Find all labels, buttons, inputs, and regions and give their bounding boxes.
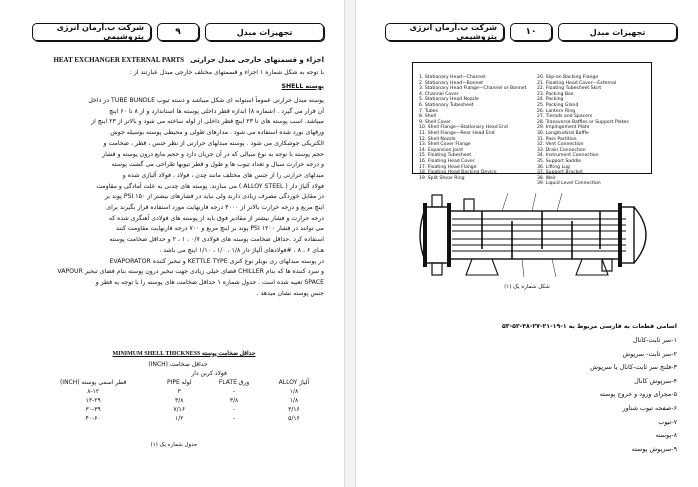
table-cell: ۱/۸ bbox=[289, 388, 299, 395]
right-page bbox=[357, 4, 692, 482]
legend-item: 11. Shell Flange—Rear Head End bbox=[419, 130, 495, 136]
table-header: لوله PIPE bbox=[166, 379, 192, 386]
body-line: مبدلهای حرارتی را از جنس های مختلف مانند چدن ، فولاد ، فولاد آلیاژی شده و bbox=[122, 171, 324, 179]
body-line: هـای ۶ ، ۸ ، #فولادهای آلیاژ دار ۱/۸ ، ۱/۰ ، ۱/۱۰ اینچ می باشد . bbox=[159, 246, 324, 254]
table-title: MINIMUM SHELL THICKNESS حداقل ضخامت پوسته bbox=[112, 351, 256, 357]
table-cell: ۳/۸ bbox=[175, 397, 184, 404]
body-line: آن قرار می گیرد . (شماره ۸) اندازه قطر داخلی پوسته ها استاندارد و از ۸ تا ۶۰ اینچ bbox=[109, 107, 324, 115]
left-page-header bbox=[32, 22, 324, 42]
table-subtitle: حداقل ضخامت (INCH) bbox=[148, 361, 208, 368]
legend-item: 14. Expansion Joint bbox=[419, 147, 464, 153]
legend-item: 18. Floating Head Backing Device bbox=[419, 170, 497, 176]
body-line: در پوسته مبدلهای ری بویلر نوع کتری KETTLE TYPE و تبخیر کننده EVAPORATOR bbox=[109, 257, 324, 265]
list-item: ۲-سر ثابت- سرپوش bbox=[622, 349, 677, 358]
table-cell: ۸-۱۲ bbox=[87, 388, 100, 395]
legend-item: 1. Stationary Head—Channel bbox=[419, 75, 486, 80]
list-item: ۷-تیوب bbox=[658, 417, 677, 426]
legend-item: 15. Floating Tubesheet bbox=[419, 153, 472, 159]
table-row bbox=[32, 396, 324, 405]
body-line: استفاده کرد .حداقل ضخامت پوسته های فولادی ۰/۷ ، ۱ ، ۲ و حداقل ضخامت پوسته bbox=[109, 236, 324, 244]
left-page bbox=[4, 4, 339, 482]
legend-item: 9. Shell Cover bbox=[419, 119, 451, 125]
legend-item: 7. Tubes bbox=[419, 108, 438, 114]
legend-item: 23. Packing Box bbox=[537, 91, 574, 97]
page-number: ۱۰ bbox=[510, 23, 552, 41]
legend-item: 5. Stationary Head Nozzle bbox=[419, 97, 479, 103]
list-item: ۹-سرپوش پوسته bbox=[631, 444, 677, 453]
table-cell: ۱۳-۲۹ bbox=[85, 397, 101, 404]
body-line: حجم پوسته با توجه به نوع سیالی که در آن جریان دارد و حجم مایع درون پوسته و فشار bbox=[102, 150, 324, 158]
table-cell: ۳/۱۶ bbox=[288, 406, 300, 413]
legend-item: 21. Floating Head Cover—External bbox=[537, 80, 617, 86]
legend-item: 35. Support Saddle bbox=[537, 158, 582, 164]
table-row bbox=[32, 405, 324, 414]
legend-item: 17. Floating Head Flange bbox=[419, 164, 477, 170]
legend-item: 3. Stationary Head Flange—Channel or Bonnet bbox=[419, 86, 527, 92]
legend-item: 25. Packing Gland bbox=[537, 102, 579, 108]
body-line: می توانند در فشار PSI ۱۲۰۰ پوند بر اینچ مربع و ۷۰۰ درجه فارنهایت مقاومت کنند bbox=[115, 225, 324, 233]
table-cell: ۷/۱۶ bbox=[173, 406, 186, 413]
shell-section-label: پوسته SHELL bbox=[281, 83, 324, 90]
legend-item: 26. Lantern Ring bbox=[537, 108, 576, 114]
table-row bbox=[32, 414, 324, 423]
header-company-label: شرکت ب.آرمان انرژی پتروشیمی bbox=[32, 23, 151, 41]
list-item: ۸-پوسته bbox=[655, 431, 677, 440]
body-line: و درجه حرارت سیال و تعداد تیوب ها و طول و قطر تیوبها طراحی می گشت پوسته bbox=[111, 161, 324, 169]
intro-text: با توجه به شکل شماره ۱ اجزاء و قسمتهای مختلف خارجی مبدل عبارتند از : bbox=[129, 69, 324, 76]
section-title-fa: اجزاء و قسمتهای خارجی مبدل حرارتی bbox=[190, 56, 324, 64]
legend-item: 30. Longitudinal Baffle bbox=[537, 130, 589, 136]
legend-item: 8. Shell bbox=[419, 114, 437, 120]
section-title-en: HEAT EXCHANGER EXTERNAL PARTS bbox=[53, 56, 185, 64]
legend-item: 33. Drain Connection bbox=[537, 147, 586, 153]
list-item: ۶-صفحه تیوب شناور bbox=[622, 403, 677, 412]
body-line: میباشد. اسب پوسته های تا ۲۳ اینچ قطر داخلی از لوله ساخته می شود و بالاتر از ۲۳ اینچ از bbox=[91, 118, 324, 126]
heat-exchanger-diagram bbox=[412, 189, 662, 281]
table-row bbox=[32, 387, 324, 396]
body-line: جنس پوسته نشان میدهد . bbox=[256, 289, 324, 297]
parts-list-title: اسامی قطعات به فارسی مربوط به ۱-۱۹-۲۱-۲۷-۴۸-۵۲-۵۳ bbox=[501, 323, 677, 330]
body-line: الکتریکی جوشکاری می شود . پوسته مبدلهای حرارتی از نظر جنس ، قطر ، ضخامت و bbox=[103, 139, 324, 147]
legend-item: 13. Shell Cover Flange bbox=[419, 142, 471, 148]
page-number: ۹ bbox=[157, 23, 199, 41]
legend-column-2 bbox=[537, 75, 629, 187]
parts-list bbox=[387, 334, 677, 456]
shell-thickness-table bbox=[32, 360, 324, 423]
body-line: ورقهای نورد شده استفاده می شود . مدارهای طولی و محیطی پوسته بوسیله جوش bbox=[110, 129, 324, 137]
header-section-label: تجهیزات مبدل bbox=[205, 23, 324, 41]
legend-item: 37. Support Bracket bbox=[537, 170, 583, 176]
table-header: قطر اسمی پوسته (INCH) bbox=[59, 379, 127, 386]
legend-item: 19. Split Shear Ring bbox=[419, 175, 465, 181]
header-section-label: تجهیزات مبدل bbox=[558, 23, 677, 41]
legend-item: 6. Stationary Tubesheet bbox=[419, 102, 474, 108]
legend-item: 2. Stationary Head—Bonnet bbox=[419, 80, 484, 86]
legend-item: 31. Pass Partition bbox=[537, 136, 577, 142]
legend-item: 22. Floating Tubesheet Skirt bbox=[537, 86, 602, 92]
legend-item: 32. Vent Connection bbox=[537, 142, 584, 148]
page-gutter bbox=[344, 0, 356, 487]
table-cell: ۳۰-۳۹ bbox=[85, 406, 101, 413]
legend-column-1 bbox=[419, 75, 526, 181]
header-company-label: شرکت ب.آرمان انرژی پتروشیمی bbox=[385, 23, 504, 41]
right-page-header bbox=[385, 22, 677, 42]
legend-item: 39. Liquid Level Connection bbox=[537, 181, 601, 187]
table-cell: - bbox=[232, 415, 236, 422]
legend-item: 16. Floating Head Cover bbox=[419, 158, 475, 164]
figure-caption: شکل شماره یک (۱) bbox=[504, 284, 550, 290]
section-title bbox=[34, 56, 324, 64]
body-line: اینچ مربع و درجه حرارت بالاتر از ۴۰۰۰ درجه فارنهایت مورد استفاده قرار بگیرند برای bbox=[106, 204, 324, 212]
table-header: آلیاژ ALLOY bbox=[278, 379, 310, 386]
legend-item: 20. Slip-on Backing Flange bbox=[537, 75, 599, 80]
body-line: درجه حرارت و فشار بیشتر از مقادیر فوق باید از پوسته های فولادی آهنگری شده که bbox=[108, 214, 324, 222]
list-item: ۳-فلنج سر ثابت-کانال یا سرپوش bbox=[590, 363, 677, 372]
body-line: فولاد آلیاژ دار ( ALLOY STEEL ) می سازند. پوسته های چدنی به علت آمادگی و مقاومت bbox=[96, 182, 324, 190]
legend-item: 34. Instrument Connection bbox=[537, 153, 599, 159]
list-item: ۵-مجرای ورود و خروج پوسته bbox=[599, 390, 677, 399]
table-cell: ۳/۸ bbox=[229, 397, 239, 404]
legend-item: 10. Shell Flange—Stationary Head End bbox=[419, 125, 508, 131]
legend-item: 24. Packing bbox=[537, 97, 564, 103]
table-cell: - bbox=[232, 406, 236, 413]
legend-item: 28. Transverse Baffles or Support Plates bbox=[537, 119, 629, 125]
table-header: FLATE ورق bbox=[218, 379, 250, 386]
legend-item: 29. Impingement Plate bbox=[537, 125, 590, 131]
list-item: ۱-سر ثابت-کانال bbox=[632, 336, 677, 344]
legend-item: 36. Lifting Lug bbox=[537, 164, 570, 170]
body-line: پوسته مبدل حرارتی عموماً استوانه ای شکل میباشد و دسته تیوب TUBE BUNDLE در داخل bbox=[88, 97, 324, 104]
body-line: در مقابل خوردگی مصرف زیادی دارند ولی نباید در فشارهای بیشتر از PSI ۱۵۰ پوند بر bbox=[104, 193, 324, 201]
body-line: و سرد کننده ها که بنام CHILLER فضای خیلی زیادی جهت تبخیر درون پوسته بنام فضای تبخیر VAPOUR bbox=[57, 268, 324, 276]
legend-item: 12. Shell Nozzle bbox=[419, 136, 456, 142]
table-caption: جدول شماره یک (۱) bbox=[150, 442, 198, 448]
list-item: ۴-سرپوش کانال bbox=[634, 376, 677, 385]
table-cell: - bbox=[232, 388, 236, 395]
table-group-header: فولاد کربن دار bbox=[191, 370, 227, 377]
table-cell: ۳ bbox=[177, 388, 181, 395]
legend-item: 38. Weir bbox=[537, 175, 557, 181]
parts-legend-box bbox=[412, 62, 652, 187]
body-line: SPACE تعبیه شده است . جدول شماره ۱ حداقل ضخامت های پوسته را با توجه به قطر و bbox=[95, 278, 324, 286]
legend-item: 4. Channel Cover bbox=[419, 91, 459, 97]
body-paragraph bbox=[34, 96, 324, 299]
table-cell: ۱/۸ bbox=[289, 397, 299, 404]
table-cell: ۵/۱۶ bbox=[288, 415, 300, 422]
table-cell: ۴۰-۶۰ bbox=[85, 415, 101, 422]
legend-item: 27. Tierods and Spacers bbox=[537, 114, 593, 120]
table-cell: ۱/۲ bbox=[175, 415, 184, 422]
